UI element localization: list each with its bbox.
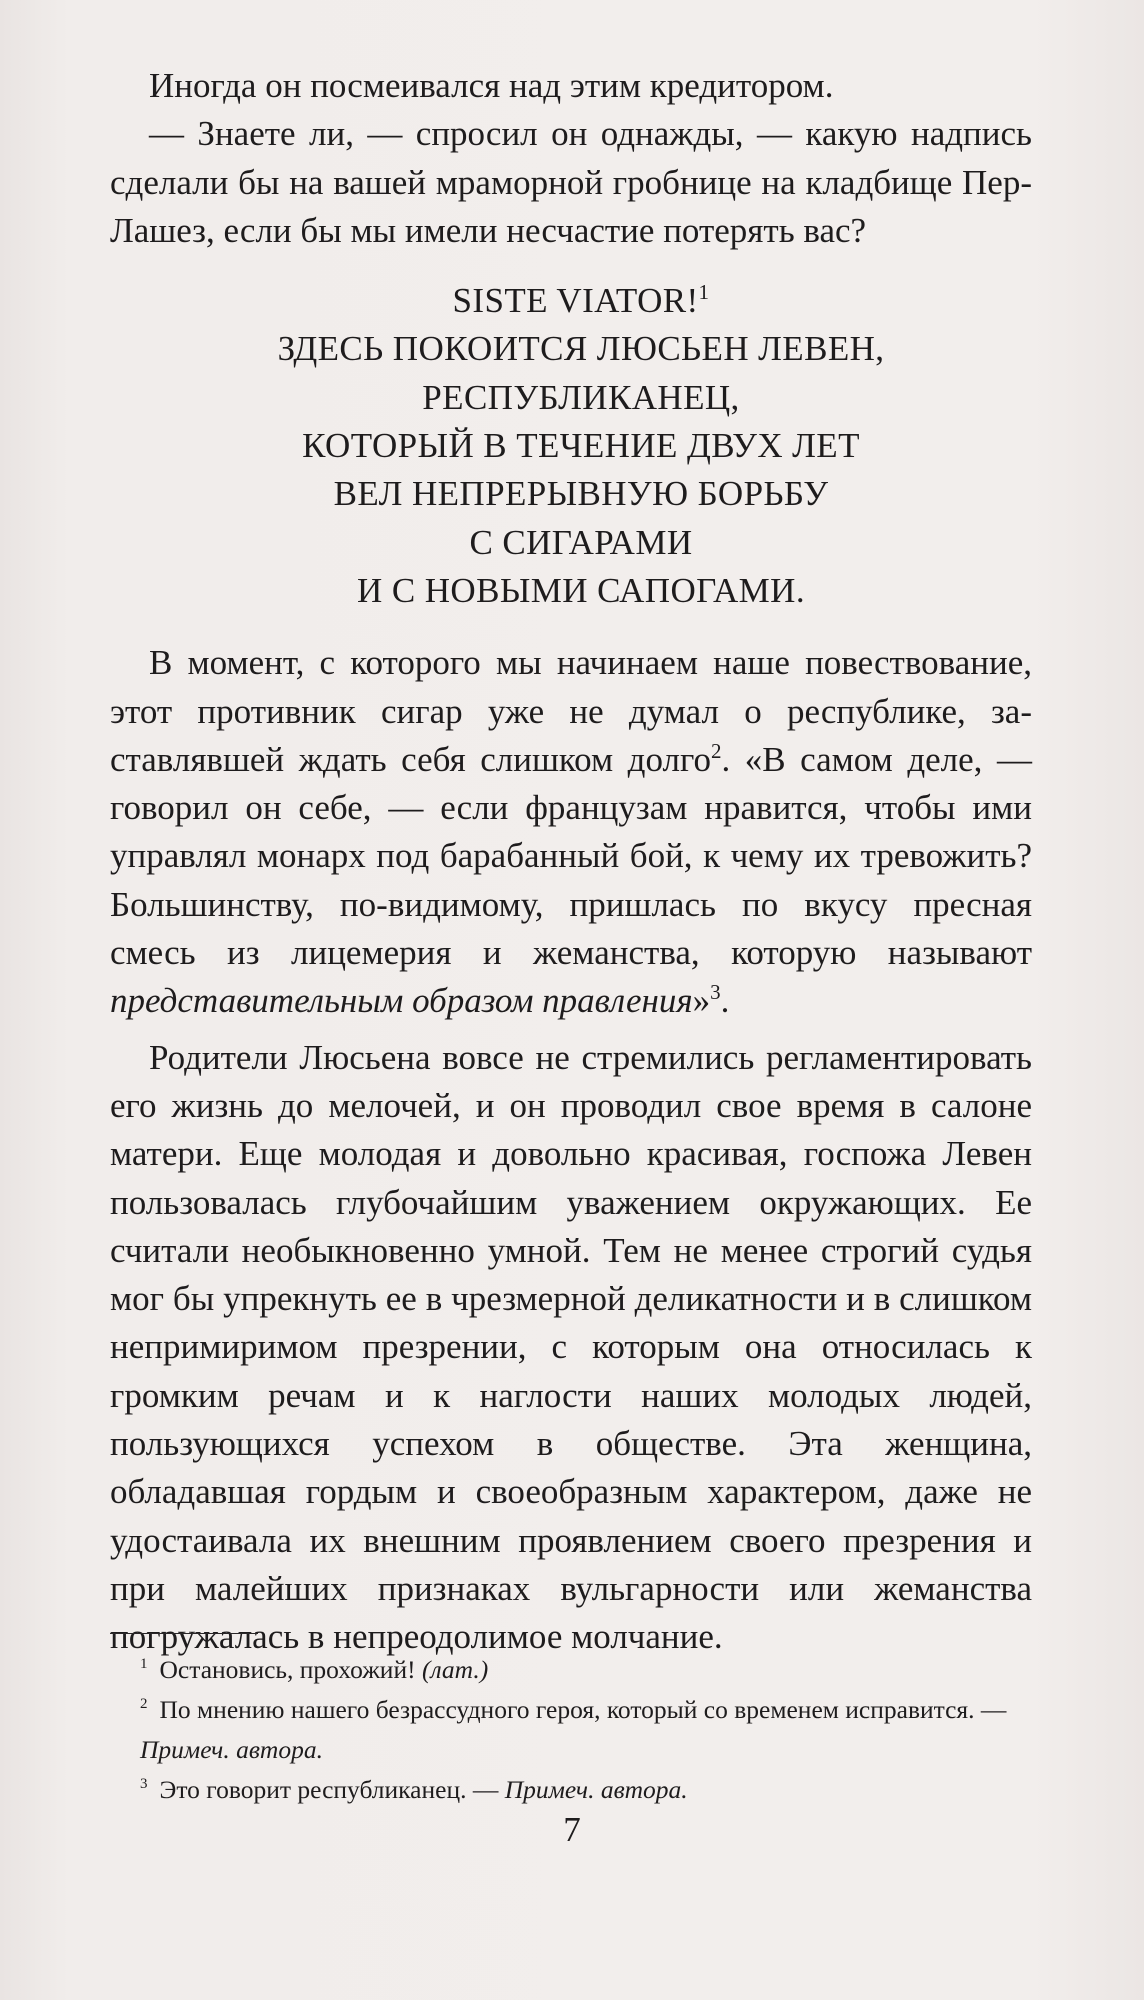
footnote-1: $^1$ Остановись, прохожий! (лат.) bbox=[140, 1655, 489, 1684]
italic-phrase: представительным образом правления bbox=[110, 981, 693, 1021]
paragraph-3: В момент, с которого мы начинаем наше повествование, этот противник сигар уже не думал о республике, заставлявшей ждать себя слишком долго$^2$. «В самом деле, — говорил он себе, — если французам нравится, чтобы ими управлял монарх под барабанный бой, к чему их тревожить? Большинству, по-видимому, пришлась по вкусу пресная смесь из лицемерия и жеманства, которую называют представительным образом правления»$^3$. bbox=[110, 643, 1032, 1021]
footnote-ref-2: 2 bbox=[710, 738, 722, 763]
footnotes bbox=[110, 1650, 1032, 1810]
paragraph-4: Родители Люсьена вовсе не стремились регламентировать его жизнь до мелочей, и он проводил свое время в салоне матери. Еще молодая и довольно красивая, госпожа Левен пользовалась глубочайшим уважением окружающих. Ее считали необыкновенно умной. Тем не менее строгий судья мог бы упрекнуть ее в чрезмерной деликатности и в слишком непримиримом презрении, с которым она относилась к громким речам и к наглости наших молодых людей, пользующихся успехом в обществе. Эта женщина, обладавшая гордым и своеобразным характером, даже не удостаивала их внешним проявлением своего презрения и при малейших признаках вульгарности или жеманства погружалась в непреодолимое молчание. bbox=[110, 1037, 1032, 1657]
main-text bbox=[110, 62, 1032, 1662]
footnote-3: $^3$ Это говорит республиканец. — Примеч. автора. bbox=[140, 1775, 688, 1804]
epitaph-line-4: КОТОРЫЙ В ТЕЧЕНИЕ ДВУХ ЛЕТ bbox=[302, 426, 860, 466]
paragraph-1: Иногда он посмеивался над этим кредитором. bbox=[149, 66, 834, 105]
epitaph-line-6: С СИГАРАМИ bbox=[469, 522, 693, 562]
page-number: 7 bbox=[563, 1810, 581, 1849]
epitaph-line-3: РЕСПУБЛИКАНЕЦ, bbox=[422, 377, 740, 417]
footnote-2: $^2$ По мнению нашего безрассудного героя, который со временем исправится. — Примеч. автора. bbox=[140, 1695, 1007, 1764]
epitaph-line-2: ЗДЕСЬ ПОКОИТСЯ ЛЮСЬЕН ЛЕВЕН, bbox=[277, 329, 885, 369]
epitaph bbox=[110, 277, 1032, 615]
epitaph-line-1: SISTE VIATOR!$^1$ bbox=[452, 280, 710, 321]
epitaph-line-7: И С НОВЫМИ САПОГАМИ. bbox=[357, 570, 805, 610]
footnote-ref-1: 1 bbox=[698, 280, 710, 305]
paragraph-2: — Знаете ли, — спросил он однажды, — какую надпись сделали бы на вашей мраморной гробнице на кладбище Пер-Лашез, если бы мы имели несчастие потерять вас? bbox=[110, 114, 1032, 250]
footnote-ref-3: 3 bbox=[710, 980, 721, 1005]
footnote-divider bbox=[110, 1633, 258, 1634]
epitaph-line-5: ВЕЛ НЕПРЕРЫВНУЮ БОРЬБУ bbox=[333, 474, 829, 514]
